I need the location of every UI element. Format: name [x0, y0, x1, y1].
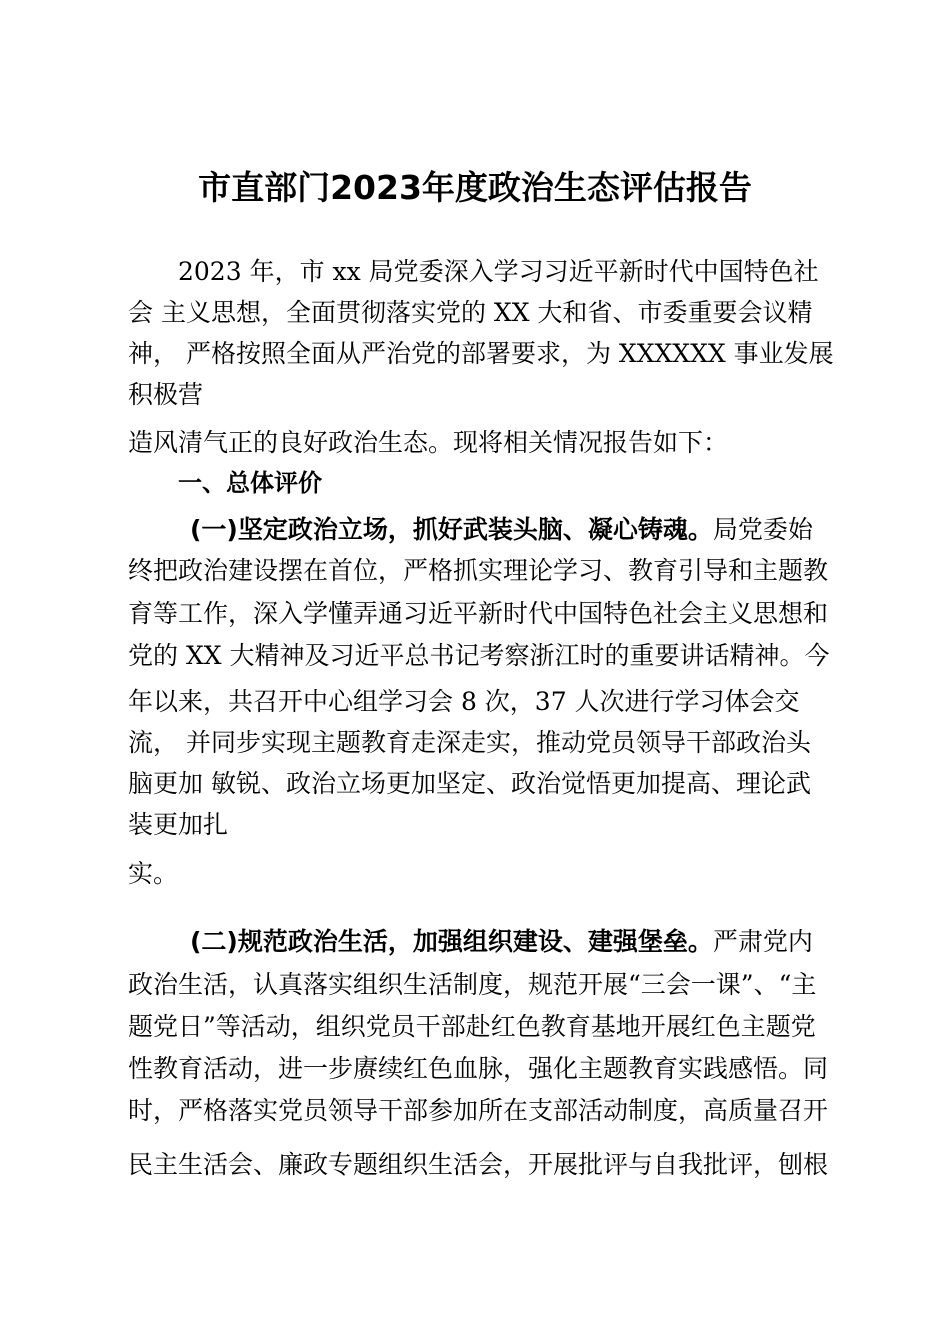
paragraph-line: 终把政治建设摆在首位，严格抓实理论学习、教育引导和主题教	[128, 556, 829, 585]
paragraph-line: 党的 XX 大精神及习近平总书记考察浙江时的重要讲话精神。今	[128, 641, 830, 670]
intro-line: 神， 严格按照全面从严治党的部署要求，为 XXXXXX 事业发展	[128, 339, 834, 368]
paragraph-lead: (一)坚定政治立场，抓好武装头脑、凝心铸魂。	[190, 515, 713, 544]
paragraph-line: 流， 并同步实现主题教育走深走实，推动党员领导干部政治头	[128, 728, 811, 757]
paragraph-line: 装更加扎	[128, 810, 229, 839]
paragraph-text: 严肃党内	[712, 927, 813, 956]
intro-line: 积极营	[128, 380, 204, 409]
paragraph-line: 性教育活动，进一步赓续红色血脉，强化主题教育实践感悟。同	[128, 1054, 829, 1083]
intro-line: 2023 年，市 xx 局党委深入学习习近平新时代中国特色社	[178, 257, 819, 286]
paragraph-line: 年以来，共召开中心组学习会 8 次，37 人次进行学习体会交	[128, 687, 800, 716]
paragraph-line: 时，严格落实党员领导干部参加所在支部活动制度，高质量召开	[128, 1096, 829, 1125]
paragraph-line: 实。	[128, 859, 179, 888]
paragraph-lead: (二)规范政治生活，加强组织建设、建强堡垒。	[190, 927, 713, 956]
paragraph-first-line	[190, 512, 813, 548]
section-heading: 一、总体评价	[178, 469, 322, 497]
paragraph-first-line	[190, 924, 813, 960]
paragraph-text: 局党委始	[712, 515, 813, 544]
paragraph-line: 政治生活，认真落实组织生活制度，规范开展“三会一课”、“主	[128, 970, 817, 999]
paragraph-line: 题党日”等活动，组织党员干部赴红色教育基地开展红色主题党	[128, 1012, 816, 1041]
intro-line: 造风清气正的良好政治生态。现将相关情况报告如下：	[128, 428, 729, 457]
paragraph-line: 民主生活会、廉政专题组织生活会，开展批评与自我批评，刨根	[128, 1150, 829, 1179]
paragraph-line: 脑更加 敏锐、政治立场更加坚定、政治觉悟更加提高、理论武	[128, 769, 811, 798]
paragraph-line: 育等工作，深入学懂弄通习近平新时代中国特色社会主义思想和	[128, 599, 829, 628]
document-title: 市直部门2023年度政治生态评估报告	[198, 168, 752, 207]
intro-line: 会 主义思想，全面贯彻落实党的 XX 大和省、市委重要会议精	[128, 298, 813, 327]
